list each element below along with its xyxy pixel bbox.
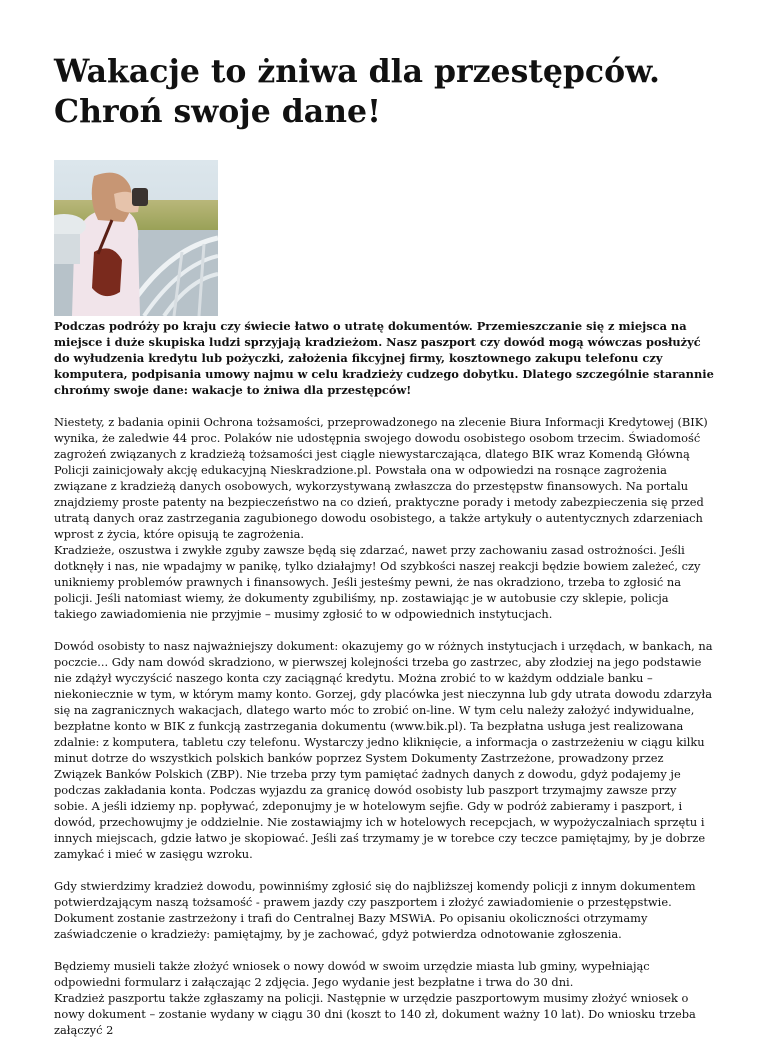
article-paragraph: Niestety, z badania opinii Ochrona tożsamości, przeprowadzonego na zlecenie Biura Informacji Kredytowej (BIK) wynika, że zaledwie 44 proc. Polaków nie udostępnia swojego dowodu osobistego osobom trzecim. Świadomość zagrożeń związanych z kradzieżą tożsamości jest ciągle niewystarczająca, dlatego BIK wraz Komendą Główną Policji zainicjowały akcję edukacyjną Nieskradzione.pl. Powstała ona w odpowiedzi na rosnące zagrożenia związane z kradzieżą danych osobowych, wykorzystywaną zwłaszcza do przestępstw finansowych. Na portalu znajdziemy proste patenty na bezpieczeństwo na co dzień, praktyczne porady i metody zabezpieczenia się przed utratą danych oraz zastrzegania zagubionego dowodu osobistego, a także artykuły o autentycznych zdarzeniach wprost z życia, które opisują te zagrożenia. xyxy=(54,415,708,541)
article-title: Wakacje to żniwa dla przestępców. Chroń swoje dane! xyxy=(54,53,661,130)
article-paragraph: Dowód osobisty to nasz najważniejszy dokument: okazujemy go w różnych instytucjach i urzędach, w bankach, na poczcie... Gdy nam dowód skradziono, w pierwszej kolejności trzeba go zastrzec, aby złodziej na jego podstawie nie zdążył wyczyścić naszego konta czy zaciągnąć kredytu. Można zrobić to w każdym oddziale banku – niekoniecznie w tym, w którym mamy konto. Gorzej, gdy placówka jest nieczynna lub gdy utrata dowodu zdarzyła się na zagranicznych wakacjach, dlatego warto móc to zrobić on-line. W tym celu należy założyć indywidualne, bezpłatne konto w BIK z funkcją zastrzegania dokumentu (www.bik.pl). Ta bezpłatna usługa jest realizowana zdalnie: z komputera, tabletu czy telefonu. Wystarczy jedno kliknięcie, a informacja o zastrzeżeniu w ciągu kilku minut dotrze do wszystkich polskich banków poprzez System Dokumenty Zastrzeżone, prowadzony przez Związek Banków Polskich (ZBP). Nie trzeba przy tym pamiętać żadnych danych z dowodu, gdyż podajemy je podczas zakładania konta. Podczas wyjazdu za granicę dowód osobisty lub paszport trzymajmy zawsze przy sobie. A jeśli idziemy np. popływać, zdeponujmy je w hotelowym sejfie. Gdy w podróż zabieramy i paszport, i dowód, przechowujmy je oddzielnie. Nie zostawiajmy ich w hotelowych recepcjach, w wypożyczalniach sprzętu i innych miejscach, gdzie łatwo je skopiować. Jeśli zaś trzymamy je w torebce czy teczce pamiętajmy, by je dobrze zamykać i mieć w zasięgu wzroku. xyxy=(54,639,713,861)
article-paragraph: Będziemy musieli także złożyć wniosek o nowy dowód w swoim urzędzie miasta lub gminy, wypełniając odpowiedni formularz i załączając 2 zdjęcia. Jego wydanie jest bezpłatne i trwa do 30 dni. xyxy=(54,959,650,989)
article-lead: Podczas podróży po kraju czy świecie łatwo o utratę dokumentów. Przemieszczanie się z miejsca na miejsce i duże skupiska ludzi sprzyjają kradzieżom. Nasz paszport czy dowód mogą wówczas posłużyć do wyłudzenia kredytu lub pożyczki, założenia fikcyjnej firmy, kosztownego zakupu telefonu czy komputera, podpisania umowy najmu w celu kradzieży cudzego dobytku. Dlatego szczególnie starannie chrońmy swoje dane: wakacje to żniwa dla przestępców! xyxy=(54,319,714,397)
article-paragraph: Kradzież paszportu także zgłaszamy na policji. Następnie w urzędzie paszportowym musimy złożyć wniosek o nowy dokument – zostanie wydany w ciągu 30 dni (koszt to 140 zł, dokument ważny 10 lat). Do wniosku trzeba załączyć 2 xyxy=(54,991,696,1037)
article-paragraph: Gdy stwierdzimy kradzież dowodu, powinniśmy zgłosić się do najbliższej komendy policji z innym dokumentem potwierdzającym naszą tożsamość - prawem jazdy czy paszportem i złożyć zawiadomienie o przestępstwie. Dokument zostanie zastrzeżony i trafi do Centralnej Bazy MSWiA. Po opisaniu okoliczności otrzymamy zaświadczenie o kradzieży: pamiętajmy, by je zachować, gdyż potwierdza odnotowanie zgłoszenia. xyxy=(54,879,696,941)
article-paragraph: Kradzieże, oszustwa i zwykłe zguby zawsze będą się zdarzać, nawet przy zachowaniu zasad ostrożności. Jeśli dotknęły i nas, nie wpadajmy w panikę, tylko działajmy! Od szybkości naszej reakcji będzie bowiem zależeć, czy unikniemy problemów prawnych i finansowych. Jeśli jesteśmy pewni, że nas okradziono, trzeba to zgłosić na policji. Jeśli natomiast wiemy, że dokumenty zgubiliśmy, np. zostawiając je w autobusie czy sklepie, policja takiego zawiadomienia nie przyjmie – musimy zgłosić to w odpowiednich instytucjach. xyxy=(54,543,701,621)
article-photo xyxy=(54,160,218,316)
